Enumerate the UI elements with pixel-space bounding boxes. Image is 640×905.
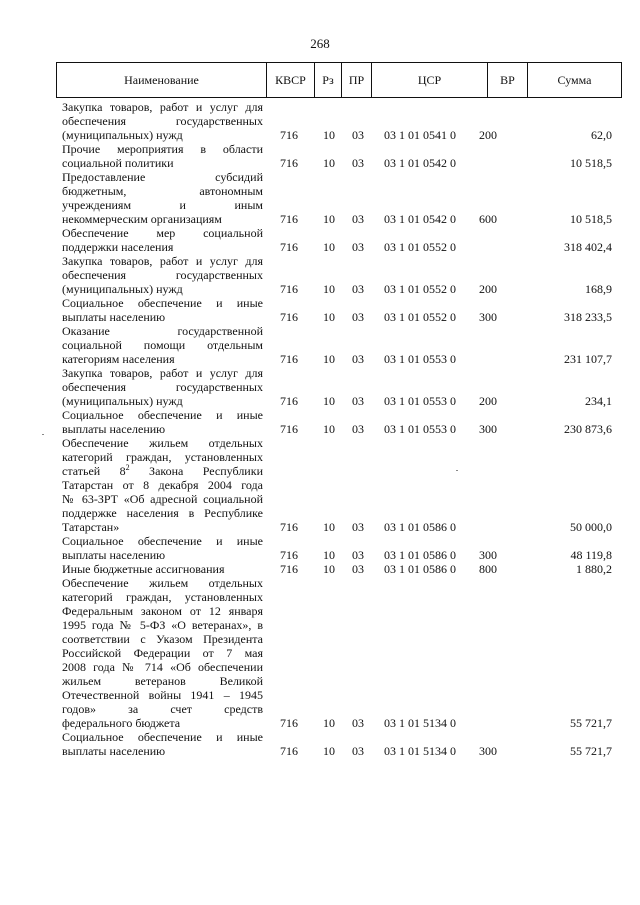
row-rz: 10 [323,520,335,534]
row-name-line: Российской Федерации от 7 мая [62,646,263,660]
row-name-line: Социальное обеспечение и иные [62,296,263,310]
row-name-line: обеспечения государственных [62,114,263,128]
row-name-line: Федеральным законом от 12 января [62,604,263,618]
row-name-line: Закупка товаров, работ и услуг для [62,366,263,380]
table-row [62,562,612,576]
row-kvsr: 716 [280,310,298,324]
row-sum: 230 873,6 [564,422,612,436]
row-name [62,226,263,254]
row-sum: 62,0 [591,128,612,142]
row-kvsr: 716 [280,156,298,170]
row-pr: 03 [352,128,364,142]
table-row [62,324,612,366]
row-vr: 300 [479,310,497,324]
row-name [62,534,263,562]
row-name-line: Татарстан» [62,520,120,534]
row-name-line: Закупка товаров, работ и услуг для [62,254,263,268]
row-name-line: выплаты населению [62,744,166,758]
row-vr: 300 [479,744,497,758]
table-header [56,62,622,98]
row-vr: 200 [479,282,497,296]
row-csr: 03 1 01 0541 0 [384,128,456,142]
row-csr: 03 1 01 0552 0 [384,310,456,324]
row-sum: 48 119,8 [570,548,612,562]
row-name-line: Закупка товаров, работ и услуг для [62,100,263,114]
row-name-line: жильем ветеранов Великой [62,674,263,688]
row-kvsr: 716 [280,212,298,226]
row-name-line: Прочие мероприятия в области [62,142,263,156]
row-name [62,366,263,408]
row-name-line: учреждениям и иным [62,198,263,212]
row-sum: 168,9 [585,282,612,296]
header-kvsr: КВСР [267,63,315,97]
row-pr: 03 [352,422,364,436]
row-pr: 03 [352,352,364,366]
row-name-line: обеспечения государственных [62,268,263,282]
row-pr: 03 [352,310,364,324]
row-name [62,436,263,534]
row-csr: 03 1 01 0586 0 [384,520,456,534]
header-name: Наименование [57,63,267,97]
table-row [62,254,612,296]
row-sum: 1 880,2 [576,562,612,576]
row-name-line: 2008 года № 714 «Об обеспечении [62,660,263,674]
table-body [62,100,612,758]
row-name [62,730,263,758]
row-rz: 10 [323,310,335,324]
row-pr: 03 [352,282,364,296]
row-csr: 03 1 01 0542 0 [384,156,456,170]
table-row [62,408,612,436]
table-row [62,576,612,730]
row-name-line: Социальное обеспечение и иные [62,730,263,744]
row-name [62,254,263,296]
row-name-line: Иные бюджетные ассигнования [62,562,225,576]
row-name-line: (муниципальных) нужд [62,394,183,408]
table-row [62,100,612,142]
row-name [62,142,263,170]
row-kvsr: 716 [280,240,298,254]
row-name-line: социальной помощи отдельным [62,338,263,352]
row-name-line: статьей $8^2$ Закона Республики [62,463,263,478]
row-rz: 10 [323,716,335,730]
row-name-line: (муниципальных) нужд [62,128,183,142]
row-pr: 03 [352,394,364,408]
row-sum: 10 518,5 [570,156,612,170]
row-kvsr: 716 [280,394,298,408]
row-sum: 318 402,4 [564,240,612,254]
table-row [62,142,612,170]
row-sum: 234,1 [585,394,612,408]
row-rz: 10 [323,156,335,170]
row-rz: 10 [323,128,335,142]
table-row [62,730,612,758]
row-name-line: категориям населения [62,352,175,366]
header-csr: ЦСР [372,63,488,97]
row-sum: 10 518,5 [570,212,612,226]
row-kvsr: 716 [280,548,298,562]
row-name-line: Предоставление субсидий [62,170,263,184]
row-rz: 10 [323,352,335,366]
table-row [62,366,612,408]
header-rz: Рз [315,63,342,97]
row-name-line: бюджетным, автономным [62,184,263,198]
row-pr: 03 [352,716,364,730]
row-name [62,170,263,226]
row-sum: 318 233,5 [564,310,612,324]
table-row [62,534,612,562]
row-name-line: Обеспечение жильем отдельных [62,576,263,590]
row-csr: 03 1 01 0553 0 [384,352,456,366]
row-name-line: Татарстан от 8 декабря 2004 года [62,478,263,492]
row-kvsr: 716 [280,520,298,534]
row-name [62,296,263,324]
row-pr: 03 [352,212,364,226]
row-kvsr: 716 [280,282,298,296]
row-name-line: Оказание государственной [62,324,263,338]
row-sum: 231 107,7 [564,352,612,366]
row-rz: 10 [323,422,335,436]
row-name [62,576,263,730]
row-pr: 03 [352,548,364,562]
table-row [62,436,612,534]
row-name-line: выплаты населению [62,422,166,436]
header-vr: ВР [488,63,528,97]
row-pr: 03 [352,520,364,534]
row-name-line: 1995 года № 5-ФЗ «О ветеранах», в [62,618,263,632]
row-rz: 10 [323,282,335,296]
row-rz: 10 [323,744,335,758]
row-name-line: (муниципальных) нужд [62,282,183,296]
row-vr: 800 [479,562,497,576]
header-sum: Сумма [557,72,592,87]
row-name-line: социальной политики [62,156,174,170]
row-csr: 03 1 01 5134 0 [384,744,456,758]
scan-speck [456,470,458,471]
row-vr: 200 [479,128,497,142]
row-kvsr: 716 [280,716,298,730]
row-kvsr: 716 [280,128,298,142]
row-pr: 03 [352,562,364,576]
row-rz: 10 [323,562,335,576]
row-pr: 03 [352,240,364,254]
row-name-line: № 63-ЗРТ «Об адресной социальной [62,492,263,506]
row-rz: 10 [323,548,335,562]
row-name-line: годов» за счет средств [62,702,263,716]
row-csr: 03 1 01 0552 0 [384,282,456,296]
row-csr: 03 1 01 0553 0 [384,394,456,408]
row-name-line: Отечественной войны 1941 – 1945 [62,688,263,702]
row-name-line: выплаты населению [62,310,166,324]
row-vr: 300 [479,548,497,562]
header-pr: ПР [342,63,372,97]
row-sum: 55 721,7 [570,744,612,758]
row-csr: 03 1 01 0586 0 [384,562,456,576]
table-row [62,296,612,324]
row-vr: 300 [479,422,497,436]
row-kvsr: 716 [280,562,298,576]
row-rz: 10 [323,394,335,408]
row-csr: 03 1 01 0553 0 [384,422,456,436]
row-name-line: Обеспечение мер социальной [62,226,263,240]
row-name-line: соответствии с Указом Президента [62,632,263,646]
scan-speck [42,434,44,435]
row-kvsr: 716 [280,352,298,366]
row-name [62,408,263,436]
row-name-line: обеспечения государственных [62,380,263,394]
row-rz: 10 [323,240,335,254]
row-name-line: категорий граждан, установленных [62,450,263,464]
row-sum: 50 000,0 [570,520,612,534]
row-vr: 600 [479,212,497,226]
row-kvsr: 716 [280,744,298,758]
row-name [62,324,263,366]
row-name-line: Социальное обеспечение и иные [62,534,263,548]
row-sum: 55 721,7 [570,716,612,730]
page-number: 268 [310,36,330,51]
table-row [62,170,612,226]
row-name [62,100,263,142]
row-name-line: некоммерческим организациям [62,212,222,226]
row-name-line: выплаты населению [62,548,166,562]
row-rz: 10 [323,212,335,226]
row-kvsr: 716 [280,422,298,436]
row-csr: 03 1 01 0552 0 [384,240,456,254]
row-name-line: Обеспечение жильем отдельных [62,436,263,450]
row-name-line: поддержке населения в Республике [62,506,263,520]
row-vr: 200 [479,394,497,408]
row-name-line: Социальное обеспечение и иные [62,408,263,422]
row-csr: 03 1 01 5134 0 [384,716,456,730]
row-pr: 03 [352,744,364,758]
table-row [62,226,612,254]
row-csr: 03 1 01 0542 0 [384,212,456,226]
row-name-line: категорий граждан, установленных [62,590,263,604]
row-name-line: федерального бюджета [62,716,181,730]
row-name-line: поддержки населения [62,240,174,254]
row-pr: 03 [352,156,364,170]
row-name [62,562,263,576]
row-csr: 03 1 01 0586 0 [384,548,456,562]
